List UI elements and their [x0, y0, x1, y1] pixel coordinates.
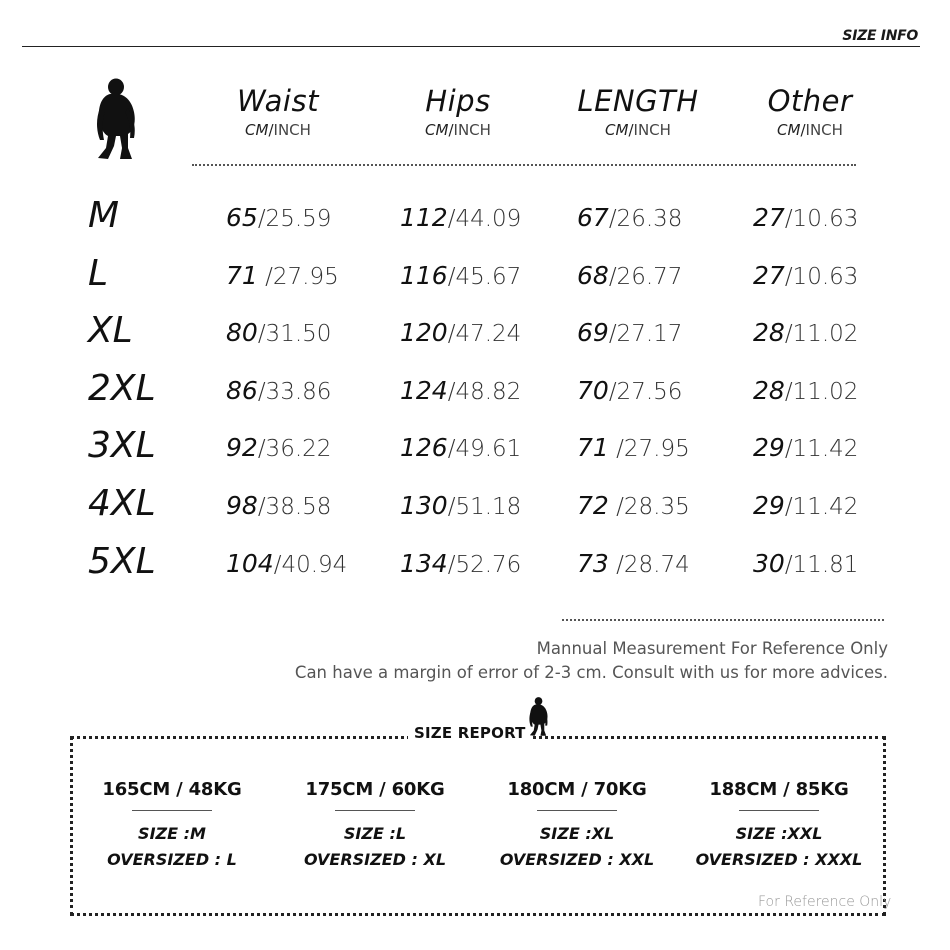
value-inch: /11.02: [784, 321, 859, 348]
value-inch: /48.82: [447, 378, 522, 405]
value-inch: /28.74: [608, 551, 690, 578]
value-inch: /40.94: [273, 551, 348, 578]
measurement-cell: [226, 547, 347, 582]
value-cm: 71: [226, 260, 258, 290]
value-inch: /10.63: [784, 263, 859, 290]
value-inch: /27.95: [608, 436, 690, 463]
measurement-cell: [226, 374, 331, 409]
body-metric: 175CM / 60KG: [305, 779, 445, 800]
measurement-cell: [226, 201, 331, 236]
measurement-cell: [753, 431, 858, 466]
value-inch: /31.50: [257, 321, 332, 348]
measurement-cell: [577, 259, 682, 294]
notes-dotted-divider: [562, 619, 884, 621]
value-cm: 80: [226, 318, 258, 348]
value-inch: /47.24: [447, 321, 522, 348]
oversized-size: OVERSIZED : XXL: [499, 850, 655, 869]
size-report-item: [477, 778, 677, 873]
reference-footnote: For Reference Only: [758, 894, 892, 910]
column-header-other: [730, 84, 890, 140]
item-rule: [537, 810, 617, 811]
value-inch: /11.02: [784, 378, 859, 405]
value-inch: /28.35: [608, 494, 690, 520]
unit-inch: INCH: [633, 121, 671, 139]
value-cm: 29: [753, 433, 785, 463]
value-cm: 27: [753, 203, 785, 232]
value-inch: /10.63: [784, 206, 859, 232]
measurement-cell: [226, 489, 331, 524]
value-inch: /51.18: [447, 494, 522, 520]
recommended-size: SIZE :L: [343, 824, 407, 843]
value-cm: 30: [753, 548, 785, 578]
note-measurement: Mannual Measurement For Reference Only: [536, 639, 888, 658]
body-metric: 165CM / 48KG: [102, 779, 242, 800]
unit-separator: /: [268, 121, 274, 139]
body-metric: 188CM / 85KG: [709, 779, 849, 800]
column-unit: [378, 120, 538, 140]
monkey-silhouette-icon: [527, 693, 551, 741]
unit-inch: INCH: [273, 121, 311, 139]
measurement-cell: [577, 489, 690, 524]
column-header-hips: [378, 84, 538, 140]
size-info-title: SIZE INFO: [842, 28, 918, 44]
value-cm: 112: [400, 203, 448, 232]
value-cm: 29: [753, 491, 785, 520]
measurement-cell: [226, 431, 331, 466]
value-cm: 126: [400, 433, 448, 463]
measurement-cell: [577, 431, 690, 466]
oversized-size: OVERSIZED : L: [107, 850, 237, 869]
measurement-cell: [577, 316, 682, 351]
value-cm: 134: [400, 548, 448, 578]
value-inch: /27.56: [608, 378, 683, 405]
unit-inch: INCH: [805, 121, 843, 139]
value-cm: 98: [226, 491, 258, 520]
monkey-silhouette-icon: [92, 78, 142, 162]
value-cm: 86: [226, 375, 258, 405]
measurement-cell: [753, 201, 858, 236]
value-cm: 104: [226, 548, 274, 578]
value-cm: 68: [577, 260, 609, 290]
header-dotted-divider: [192, 164, 856, 166]
value-inch: /11.81: [784, 551, 859, 578]
value-inch: /27.17: [608, 321, 683, 348]
measurement-cell: [577, 201, 682, 236]
note-margin-of-error: Can have a margin of error of 2-3 cm. Consult with us for more advices.: [294, 663, 888, 682]
oversized-size: OVERSIZED : XL: [303, 850, 447, 869]
unit-separator: /: [628, 121, 634, 139]
recommended-size: SIZE :XL: [539, 824, 615, 843]
measurement-cell: [400, 547, 521, 582]
measurement-cell: [577, 374, 682, 409]
value-inch: /11.42: [784, 436, 859, 463]
value-inch: /44.09: [447, 206, 522, 232]
value-cm: 116: [400, 260, 448, 290]
column-unit: [198, 120, 358, 140]
measurement-cell: [400, 374, 521, 409]
value-cm: 73: [577, 548, 609, 578]
value-cm: 130: [400, 491, 448, 520]
value-cm: 72: [577, 491, 609, 520]
measurement-cell: [753, 259, 858, 294]
measurement-cell: [577, 547, 690, 582]
size-label: M: [88, 195, 120, 236]
size-label: 4XL: [88, 483, 156, 524]
value-cm: 65: [226, 203, 258, 232]
measurement-cell: [400, 201, 521, 236]
column-header-waist: [198, 84, 358, 140]
value-inch: /45.67: [447, 263, 522, 290]
size-label: L: [88, 252, 109, 294]
size-report-item: [679, 778, 879, 873]
recommended-size: SIZE :M: [138, 824, 206, 843]
column-title: Hips: [425, 84, 491, 118]
measurement-cell: [400, 259, 521, 294]
measurement-cell: [226, 259, 339, 294]
recommended-size: SIZE :XXL: [735, 824, 823, 843]
size-label: 5XL: [88, 540, 156, 582]
value-inch: /52.76: [447, 551, 522, 578]
value-cm: 71: [577, 433, 609, 463]
value-cm: 69: [577, 318, 609, 348]
value-inch: /25.59: [257, 206, 332, 232]
value-inch: /38.58: [257, 494, 332, 520]
unit-cm: CM: [245, 121, 269, 139]
column-header-length: [558, 84, 718, 140]
value-cm: 124: [400, 375, 448, 405]
measurement-cell: [753, 489, 858, 524]
size-label: 2XL: [88, 367, 156, 409]
value-inch: /49.61: [447, 436, 522, 463]
unit-cm: CM: [605, 121, 629, 139]
value-cm: 92: [226, 433, 258, 463]
column-title: Waist: [237, 84, 319, 118]
measurement-cell: [226, 316, 331, 351]
column-title: Other: [767, 84, 853, 118]
column-unit: [558, 120, 718, 140]
value-cm: 28: [753, 318, 785, 348]
header-divider: [22, 46, 920, 47]
value-inch: /36.22: [257, 436, 332, 463]
size-report-item: [72, 778, 272, 873]
item-rule: [739, 810, 819, 811]
size-report-item: [275, 778, 475, 873]
size-label: 3XL: [88, 425, 156, 467]
column-unit: [730, 120, 890, 140]
unit-inch: INCH: [453, 121, 491, 139]
unit-separator: /: [800, 121, 806, 139]
value-inch: /33.86: [257, 378, 332, 405]
unit-separator: /: [448, 121, 454, 139]
value-inch: /27.95: [257, 263, 339, 290]
size-label: XL: [88, 310, 133, 352]
oversized-size: OVERSIZED : XXXL: [695, 850, 863, 869]
item-rule: [132, 810, 212, 811]
item-rule: [335, 810, 415, 811]
value-cm: 28: [753, 375, 785, 405]
column-title: LENGTH: [577, 84, 699, 118]
measurement-cell: [400, 489, 521, 524]
measurement-cell: [753, 316, 858, 351]
value-cm: 27: [753, 260, 785, 290]
value-cm: 67: [577, 203, 609, 232]
body-metric: 180CM / 70KG: [507, 779, 647, 800]
value-inch: /26.77: [608, 263, 683, 290]
size-report-title: SIZE REPORT: [408, 724, 532, 742]
value-inch: /26.38: [608, 206, 683, 232]
value-cm: 120: [400, 318, 448, 348]
measurement-cell: [400, 316, 521, 351]
measurement-cell: [753, 547, 858, 582]
measurement-cell: [753, 374, 858, 409]
unit-cm: CM: [777, 121, 801, 139]
value-cm: 70: [577, 375, 609, 405]
measurement-cell: [400, 431, 521, 466]
unit-cm: CM: [425, 121, 449, 139]
value-inch: /11.42: [784, 494, 859, 520]
